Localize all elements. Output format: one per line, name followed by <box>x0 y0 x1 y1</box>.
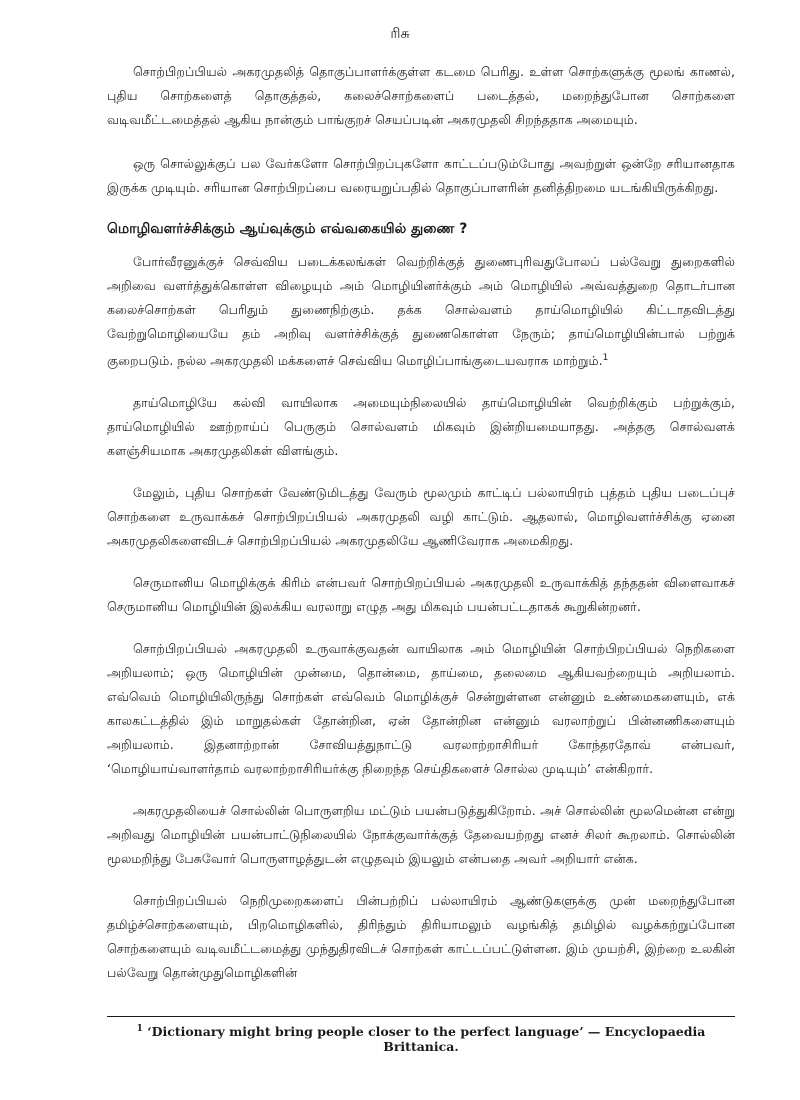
footnote-divider <box>107 1016 735 1017</box>
footnote-reference: 1 <box>602 353 609 363</box>
paragraph-reconstruction: சொற்பிறப்பியல் நெறிமுறைகளைப் பின்பற்றிப் பல்லாயிரம் ஆண்டுகளுக்கு முன் மறைந்துபோன தமிழ்ச்சொற்களையும், பிறமொழிகளில், திரிந்தும் திரியாமலும் வழங்கித் தமிழில் வழக்கற்றுப்போன சொற்களையும் வடிவமீட்டமைத்து முந்துதிரவிடச் சொற்கள் காட்டப்பட்டுள்ளன. இம் முயற்சி, இற்றை உலகின் பல்வேறு தொன்முதுமொழிகளின் <box>107 893 735 981</box>
paragraph-mother-tongue: தாய்மொழியே கல்வி வாயிலாக அமையும்நிலையில் தாய்மொழியின் வெற்றிக்கும் பற்றுக்கும், தாய்மொழியில் ஊற்றாய்ப் பெருகும் சொல்வளம் மிகவும் இன்றியமையாதது. அத்தகு சொல்வளக் களஞ்சியமாக அகரமுதலிகள் விளங்கும். <box>107 395 735 459</box>
page-number: ரிசு <box>390 26 410 42</box>
footnote-text: ‘Dictionary might bring people closer to the perfect language’ — Encyclopaedia Brittanica. <box>147 1024 706 1055</box>
paragraph-correct-etymology: ஒரு சொல்லுக்குப் பல வேர்களோ சொற்பிறப்புகளோ காட்டப்படும்போது அவற்றுள் ஒன்றே சரியானதாக இருக்க முடியும். சரியான சொற்பிறப்பை வரையறுப்பதில் தொகுப்பாளரின் தனித்திறமை யடங்கியிருக்கிறது. <box>107 156 735 195</box>
paragraph-meaning: அகரமுதலியைச் சொல்லின் பொருளறிய மட்டும் பயன்படுத்துகிறோம். அச் சொல்லின் மூலமென்ன என்று அறிவது மொழியின் பயன்பாட்டுநிலையில் நோக்குவார்க்குத் தேவையற்றது எனச் சிலர் கூறலாம். சொல்லின் மூலமறிந்து பேசுவோர் பொருளாழத்துடன் எழுதவும் இயலும் என்பதை அவர் அறியார் என்க. <box>107 803 735 867</box>
footnote-number: 1 <box>136 1024 143 1034</box>
paragraph-history: சொற்பிறப்பியல் அகரமுதலி உருவாக்குவதன் வாயிலாக அம் மொழியின் சொற்பிறப்பியல் நெறிகளை அறியலாம்; ஒரு மொழியின் முன்மை, தொன்மை, தாய்மை, தலைமை ஆகியவற்றையும் அறியலாம். எவ்வெம் மொழியிலிருந்து சொற்கள் எவ்வெம் மொழிக்குச் சென்றுள்ளன என்னும் உண்மைகளையும், எக் காலகட்டத்தில் இம் மாறுதல்கள் தோன்றின, ஏன் தோன்றின என்னும் வரலாற்றுப் பின்னணிகளையும் அறியலாம். இதனாற்றான் சோவியத்துநாட்டு வரலாற்றாசிரியர் கோந்தரதோவ் என்பவர், ‘மொழியாய்வாளர்தாம் வரலாற்றாசிரியர்க்கு நிறைந்த செய்திகளைச் சொல்ல முடியும்’ என்கிறார். <box>107 641 735 777</box>
paragraph-new-words: மேலும், புதிய சொற்கள் வேண்டுமிடத்து வேரும் மூலமும் காட்டிப் பல்லாயிரம் புத்தம் புதிய படைப்புச் சொற்களை உருவாக்கச் சொற்பிறப்பியல் அகரமுதலி வழி காட்டும். ஆதலால், மொழிவளர்ச்சிக்கு ஏனை அகரமுதலிகளைவிடச் சொற்பிறப்பியல் அகரமுதலியே ஆணிவேராக அமைகிறது. <box>107 485 735 549</box>
paragraph-grimm: செருமானிய மொழிக்குக் கிரிம் என்பவர் சொற்பிறப்பியல் அகரமுதலி உருவாக்கித் தந்ததன் விளைவாகச் செருமானிய மொழியின் இலக்கிய வரலாறு எழுத அது மிகவும் பயன்பட்டதாகக் கூறுகின்றனர். <box>107 575 735 615</box>
section-heading: மொழிவளர்ச்சிக்கும் ஆய்வுக்கும் எவ்வகையில் துணை ? <box>107 221 468 237</box>
footnote <box>107 1024 735 1054</box>
paragraph-weapons-analogy-text: போர்வீரனுக்குச் செவ்விய படைக்கலங்கள் வெற்றிக்குத் துணைபுரிவதுபோலப் பல்வேறு துறைகளில் அறிவை வளர்த்துக்கொள்ள விழையும் அம் மொழியினர்க்கும் அம் மொழியில் அவ்வத்துறை தொடர்பான கலைச்சொற்கள் பெரிதும் துணைநிற்கும். தக்க சொல்வளம் தாய்மொழியில் கிட்டாதவிடத்து வேற்றுமொழியையே தம் அறிவு வளர்ச்சிக்குத் துணைகொள்ள நேரும்; தாய்மொழியின்பால் பற்றுக் குறைபடும். நல்ல அகரமுதலி மக்களைச் செவ்விய மொழிப்பாங்குடையவராக மாற்றும். <box>107 254 735 369</box>
paragraph-weapons-analogy <box>107 250 735 373</box>
paragraph-editor-duty: சொற்பிறப்பியல் அகரமுதலித் தொகுப்பாளர்க்குள்ள கடமை பெரிது. உள்ள சொற்களுக்கு மூலங் காணல், புதிய சொற்களைத் தொகுத்தல், கலைச்சொற்களைப் படைத்தல், மறைந்துபோன சொற்களை வடிவமீட்டமைத்தல் ஆகிய நான்கும் பாங்குறச் செயப்படின் அகரமுதலி சிறந்ததாக அமையும். <box>107 64 735 127</box>
page-body <box>107 60 735 1003</box>
